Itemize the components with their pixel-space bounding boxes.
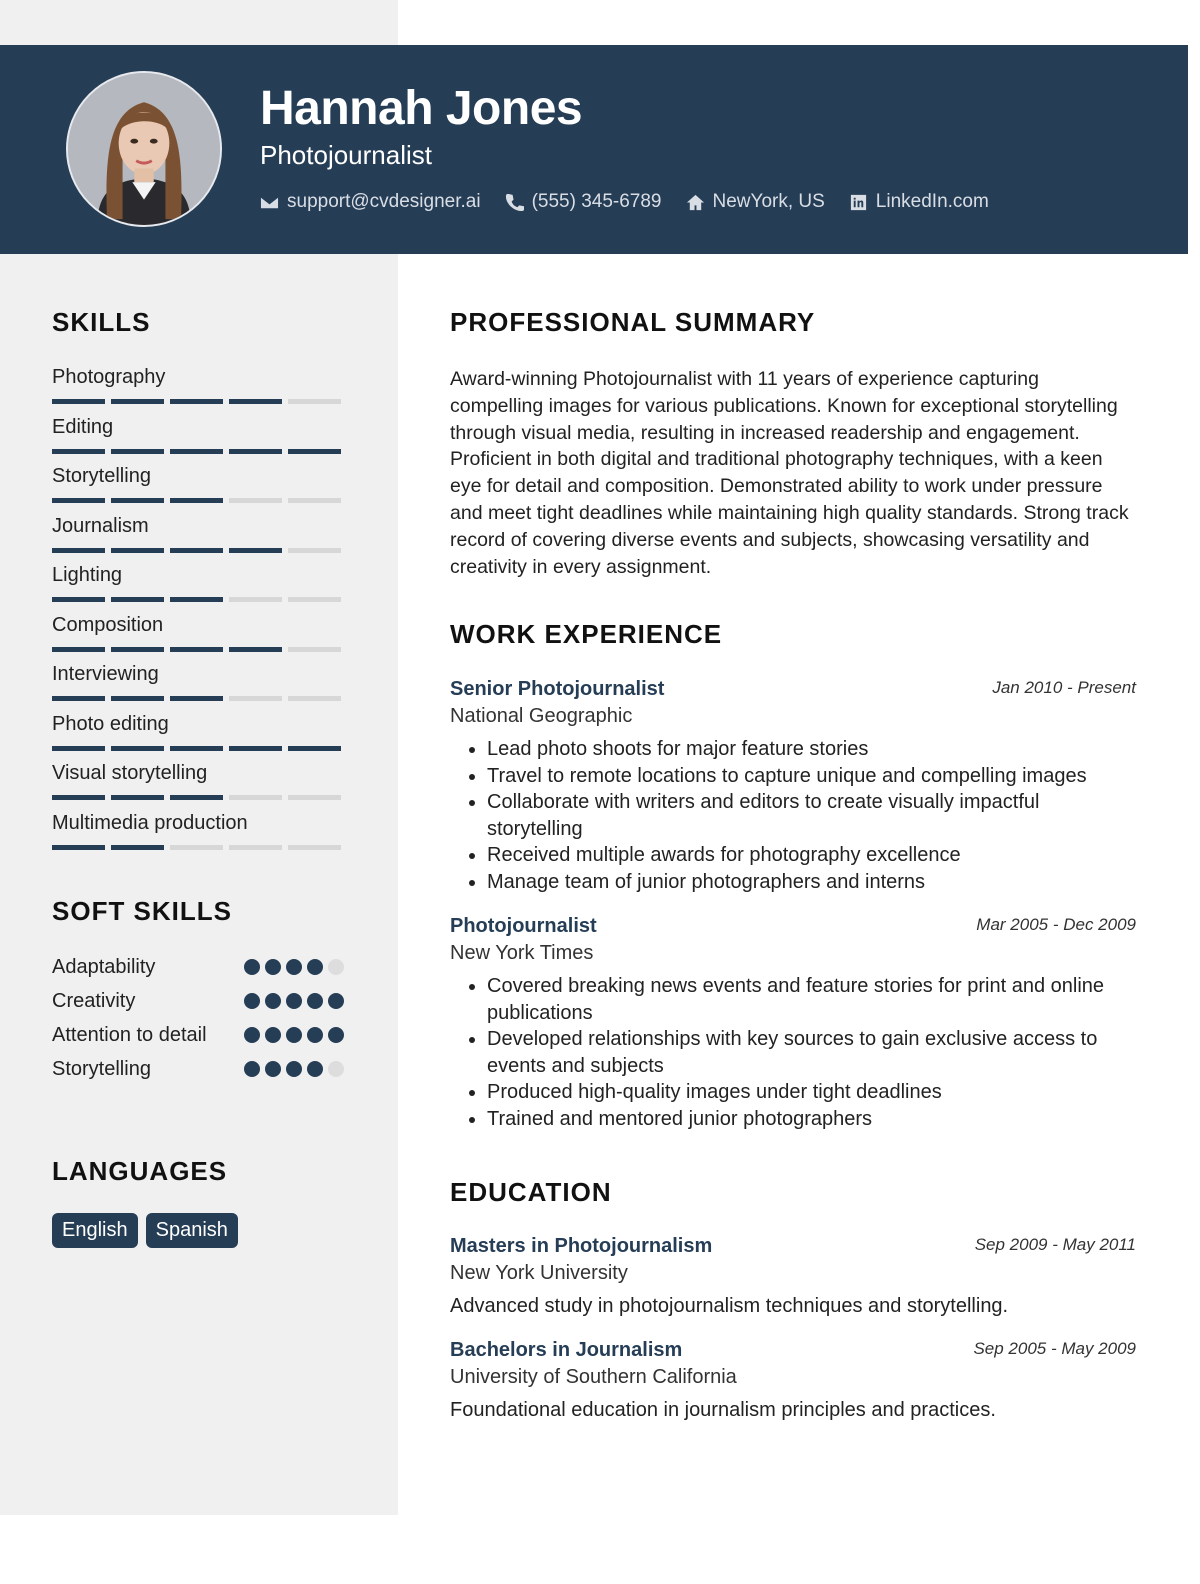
- skill-item: [52, 663, 344, 713]
- rating-dot: [328, 1027, 344, 1043]
- degree-title: Masters in Photojournalism: [450, 1235, 713, 1257]
- rating-dot: [307, 959, 323, 975]
- skill-level-segment: [170, 795, 223, 800]
- contact-location-text: NewYork, US: [712, 191, 825, 212]
- skill-level-segment: [170, 746, 223, 751]
- job-bullet: • Manage team of junior photographers and interns: [487, 869, 1136, 896]
- soft-skill-rating: [244, 1027, 344, 1043]
- skill-level-segment: [229, 449, 282, 454]
- skills-heading: SKILLS: [52, 307, 151, 337]
- skill-level-segment: [52, 845, 105, 850]
- skill-level-segment: [170, 696, 223, 701]
- skill-level-segment: [52, 449, 105, 454]
- rating-dot: [328, 959, 344, 975]
- contact-phone-text: (555) 345-6789: [531, 191, 662, 212]
- skill-item: [52, 465, 344, 515]
- skill-level-bars: [52, 647, 341, 652]
- job-bullets: [450, 973, 1136, 1133]
- education-date: Sep 2009 - May 2011: [974, 1235, 1136, 1254]
- rating-dot: [244, 959, 260, 975]
- home-icon: [686, 193, 705, 212]
- soft-skill-name: Attention to detail: [52, 1024, 207, 1046]
- skill-level-segment: [111, 746, 164, 751]
- skill-level-segment: [52, 696, 105, 701]
- job-entry: [450, 915, 1136, 1133]
- skill-level-segment: [229, 795, 282, 800]
- skill-level-segment: [52, 746, 105, 751]
- skill-level-bars: [52, 746, 341, 751]
- soft-skill-name: Creativity: [52, 990, 136, 1012]
- job-bullet: • Trained and mentored junior photographers: [487, 1106, 1136, 1133]
- soft-skill-name: Adaptability: [52, 956, 156, 978]
- skill-level-segment: [229, 597, 282, 602]
- languages-list: [52, 1213, 238, 1248]
- skill-level-segment: [170, 548, 223, 553]
- rating-dot: [244, 1027, 260, 1043]
- soft-skill-item: [52, 1055, 344, 1083]
- summary-heading: PROFESSIONAL SUMMARY: [450, 307, 816, 337]
- soft-skills-heading: SOFT SKILLS: [52, 896, 232, 926]
- soft-skill-item: [52, 953, 344, 981]
- skill-name: Photography: [52, 366, 166, 388]
- rating-dot: [265, 1061, 281, 1077]
- skill-item: [52, 812, 344, 862]
- skill-level-bars: [52, 399, 341, 404]
- summary-text: Award-winning Photojournalist with 11 years of experience capturing compelling images for various publications. Known for exceptional storytelling through visual media, resulting in increased readership and engagement. Proficient in both digital and traditional photography techniques, with a keen eye for detail and composition. Demonstrated ability to work under pressure and meet tight deadlines while maintaining high quality standards. Strong track record of covering diverse events and subjects, showcasing versatility and creativity in every assignment.: [450, 368, 1129, 578]
- job-bullet: • Developed relationships with key sources to gain exclusive access to events and subjects: [487, 1026, 1136, 1079]
- skill-level-segment: [229, 696, 282, 701]
- job-bullet: • Covered breaking news events and feature stories for print and online publications: [487, 973, 1136, 1026]
- rating-dot: [328, 1061, 344, 1077]
- skill-name: Storytelling: [52, 465, 151, 487]
- skill-level-segment: [111, 597, 164, 602]
- job-bullet: • Produced high-quality images under tight deadlines: [487, 1079, 1136, 1106]
- skill-level-segment: [111, 548, 164, 553]
- skill-level-segment: [170, 449, 223, 454]
- contact-email-text: support@cvdesigner.ai: [287, 191, 481, 212]
- job-date: Mar 2005 - Dec 2009: [976, 915, 1136, 934]
- rating-dot: [286, 1027, 302, 1043]
- job-date: Jan 2010 - Present: [992, 678, 1136, 697]
- soft-skill-name: Storytelling: [52, 1058, 151, 1080]
- skill-level-bars: [52, 597, 341, 602]
- skill-level-segment: [288, 746, 341, 751]
- skill-level-segment: [229, 399, 282, 404]
- job-bullet: • Travel to remote locations to capture unique and compelling images: [487, 763, 1136, 790]
- skill-level-segment: [170, 845, 223, 850]
- skill-level-segment: [52, 597, 105, 602]
- degree-title: Bachelors in Journalism: [450, 1339, 683, 1361]
- skill-level-segment: [111, 795, 164, 800]
- skill-item: [52, 416, 344, 466]
- contact-email[interactable]: [260, 191, 481, 213]
- rating-dot: [244, 1061, 260, 1077]
- phone-icon: [505, 193, 524, 212]
- education-heading: EDUCATION: [450, 1177, 612, 1207]
- skill-level-segment: [170, 498, 223, 503]
- job-entry: [450, 678, 1136, 896]
- job-bullet: • Lead photo shoots for major feature stories: [487, 736, 1136, 763]
- job-company: New York Times: [450, 942, 594, 964]
- soft-skill-rating: [244, 1061, 344, 1077]
- skill-name: Journalism: [52, 514, 149, 537]
- skill-level-segment: [170, 597, 223, 602]
- rating-dot: [286, 993, 302, 1009]
- skill-name: Editing: [52, 415, 114, 438]
- skill-level-segment: [52, 548, 105, 553]
- education-entry: [450, 1235, 1136, 1318]
- experience-heading: WORK EXPERIENCE: [450, 619, 723, 649]
- skill-item: [52, 564, 344, 614]
- job-title: Senior Photojournalist: [450, 678, 665, 700]
- rating-dot: [328, 993, 344, 1009]
- rating-dot: [265, 1027, 281, 1043]
- contact-phone[interactable]: [505, 191, 662, 213]
- candidate-title: Photojournalist: [260, 140, 432, 170]
- job-company: National Geographic: [450, 705, 633, 727]
- skill-name: Photo editing: [52, 712, 169, 735]
- skill-level-segment: [111, 399, 164, 404]
- contact-linkedin[interactable]: [849, 191, 989, 213]
- soft-skill-rating: [244, 993, 344, 1009]
- skill-level-segment: [111, 845, 164, 850]
- envelope-icon: [260, 193, 279, 212]
- skill-level-segment: [52, 795, 105, 800]
- skill-item: [52, 762, 344, 812]
- education-date: Sep 2005 - May 2009: [973, 1339, 1136, 1358]
- soft-skill-item: [52, 987, 344, 1015]
- avatar: [66, 71, 222, 227]
- school-name: University of Southern California: [450, 1366, 737, 1388]
- skill-level-segment: [288, 548, 341, 553]
- skill-level-segment: [288, 696, 341, 701]
- education-description: Foundational education in journalism principles and practices.: [450, 1399, 996, 1421]
- skill-level-segment: [288, 597, 341, 602]
- skill-level-segment: [111, 696, 164, 701]
- skill-level-bars: [52, 845, 341, 850]
- skill-name: Composition: [52, 613, 164, 636]
- job-bullet: • Collaborate with writers and editors to create visually impactful storytelling: [487, 789, 1136, 842]
- skill-level-segment: [52, 647, 105, 652]
- skill-level-segment: [111, 449, 164, 454]
- skill-item: [52, 614, 344, 664]
- contact-location: [686, 191, 825, 213]
- languages-heading: LANGUAGES: [52, 1156, 228, 1186]
- contact-linkedin-text: LinkedIn.com: [875, 191, 989, 212]
- skill-level-segment: [111, 647, 164, 652]
- education-description: Advanced study in photojournalism techniques and storytelling.: [450, 1295, 1009, 1317]
- skill-level-bars: [52, 795, 341, 800]
- skill-level-segment: [229, 548, 282, 553]
- job-bullet: • Received multiple awards for photography excellence: [487, 842, 1136, 869]
- contact-list: [260, 191, 989, 213]
- skill-level-bars: [52, 548, 341, 553]
- rating-dot: [286, 959, 302, 975]
- language-tag: Spanish: [146, 1213, 238, 1248]
- skill-level-bars: [52, 498, 341, 503]
- skill-level-segment: [229, 845, 282, 850]
- school-name: New York University: [450, 1262, 628, 1284]
- rating-dot: [307, 1027, 323, 1043]
- skill-level-segment: [288, 498, 341, 503]
- skill-level-segment: [288, 845, 341, 850]
- skill-name: Multimedia production: [52, 811, 248, 834]
- language-tag: English: [52, 1213, 138, 1248]
- rating-dot: [244, 993, 260, 1009]
- rating-dot: [265, 993, 281, 1009]
- skill-name: Visual storytelling: [52, 762, 208, 784]
- skill-name: Interviewing: [52, 663, 159, 685]
- portrait-image: [68, 73, 220, 225]
- skill-level-segment: [52, 399, 105, 404]
- education-entry: [450, 1339, 1136, 1422]
- linkedin-icon: [849, 193, 868, 212]
- skills-list: [52, 366, 344, 861]
- skill-level-segment: [170, 647, 223, 652]
- skill-level-segment: [170, 399, 223, 404]
- skill-level-segment: [229, 498, 282, 503]
- skill-level-segment: [288, 795, 341, 800]
- skill-item: [52, 713, 344, 763]
- soft-skill-item: [52, 1021, 344, 1049]
- rating-dot: [307, 1061, 323, 1077]
- skill-level-segment: [288, 449, 341, 454]
- soft-skill-rating: [244, 959, 344, 975]
- header: [0, 45, 1188, 254]
- skill-level-segment: [111, 498, 164, 503]
- skill-item: [52, 515, 344, 565]
- skill-level-segment: [52, 498, 105, 503]
- soft-skills-list: [52, 953, 344, 1083]
- skill-level-bars: [52, 696, 341, 701]
- rating-dot: [307, 993, 323, 1009]
- job-title: Photojournalist: [450, 915, 597, 937]
- skill-level-segment: [288, 647, 341, 652]
- rating-dot: [265, 959, 281, 975]
- skill-level-bars: [52, 449, 341, 454]
- skill-item: [52, 366, 344, 416]
- skill-name: Lighting: [52, 564, 123, 586]
- candidate-name: Hannah Jones: [260, 82, 583, 135]
- job-bullets: [450, 736, 1136, 896]
- skill-level-segment: [229, 746, 282, 751]
- skill-level-segment: [288, 399, 341, 404]
- rating-dot: [286, 1061, 302, 1077]
- skill-level-segment: [229, 647, 282, 652]
